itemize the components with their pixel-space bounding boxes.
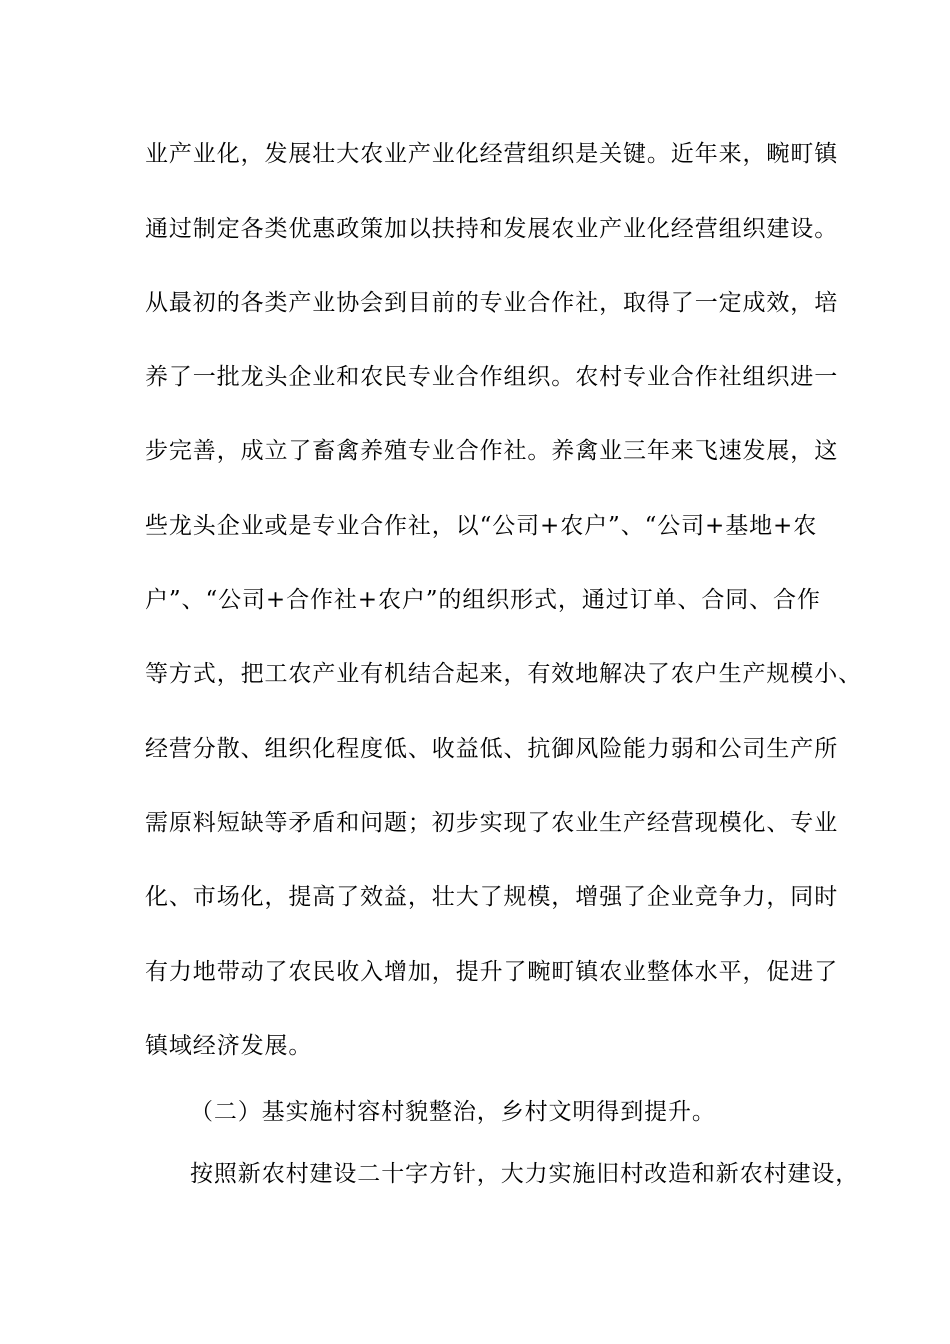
paragraph-line: 业产业化，发展壮大农业产业化经营组织是关键。近年来，畹町镇	[145, 141, 839, 167]
paragraph-line: 镇域经济发展。	[145, 1033, 313, 1059]
paragraph-line: 按照新农村建设二十字方针，大力实施旧村改造和新农村建设，	[190, 1161, 860, 1187]
paragraph-line: 步完善，成立了畜禽养殖专业合作社。养禽业三年来飞速发展，这	[145, 438, 839, 464]
paragraph-line: 养了一批龙头企业和农民专业合作组织。农村专业合作社组织进一	[145, 364, 839, 390]
paragraph-line: 等方式，把工农产业有机结合起来，有效地解决了农户生产规模小、	[145, 661, 862, 687]
paragraph-line: 些龙头企业或是专业合作社，以“公司+农户”、“公司+基地+农	[145, 513, 818, 539]
paragraph-line: 通过制定各类优惠政策加以扶持和发展农业产业化经营组织建设。	[145, 216, 839, 242]
paragraph-line: 从最初的各类产业协会到目前的专业合作社，取得了一定成效，培	[145, 290, 839, 316]
paragraph-line: 化、市场化，提高了效益，壮大了规模，增强了企业竞争力，同时	[145, 884, 839, 910]
section-heading: （二）基实施村容村貌整治，乡村文明得到提升。	[190, 1099, 716, 1125]
paragraph-line: 有力地带动了农民收入增加，提升了畹町镇农业整体水平，促进了	[145, 959, 839, 985]
paragraph-line: 户”、“公司+合作社+农户”的组织形式，通过订单、合同、合作	[145, 587, 821, 613]
paragraph-line: 需原料短缺等矛盾和问题；初步实现了农业生产经营现模化、专业	[145, 810, 839, 836]
paragraph-line: 经营分散、组织化程度低、收益低、抗御风险能力弱和公司生产所	[145, 736, 839, 762]
